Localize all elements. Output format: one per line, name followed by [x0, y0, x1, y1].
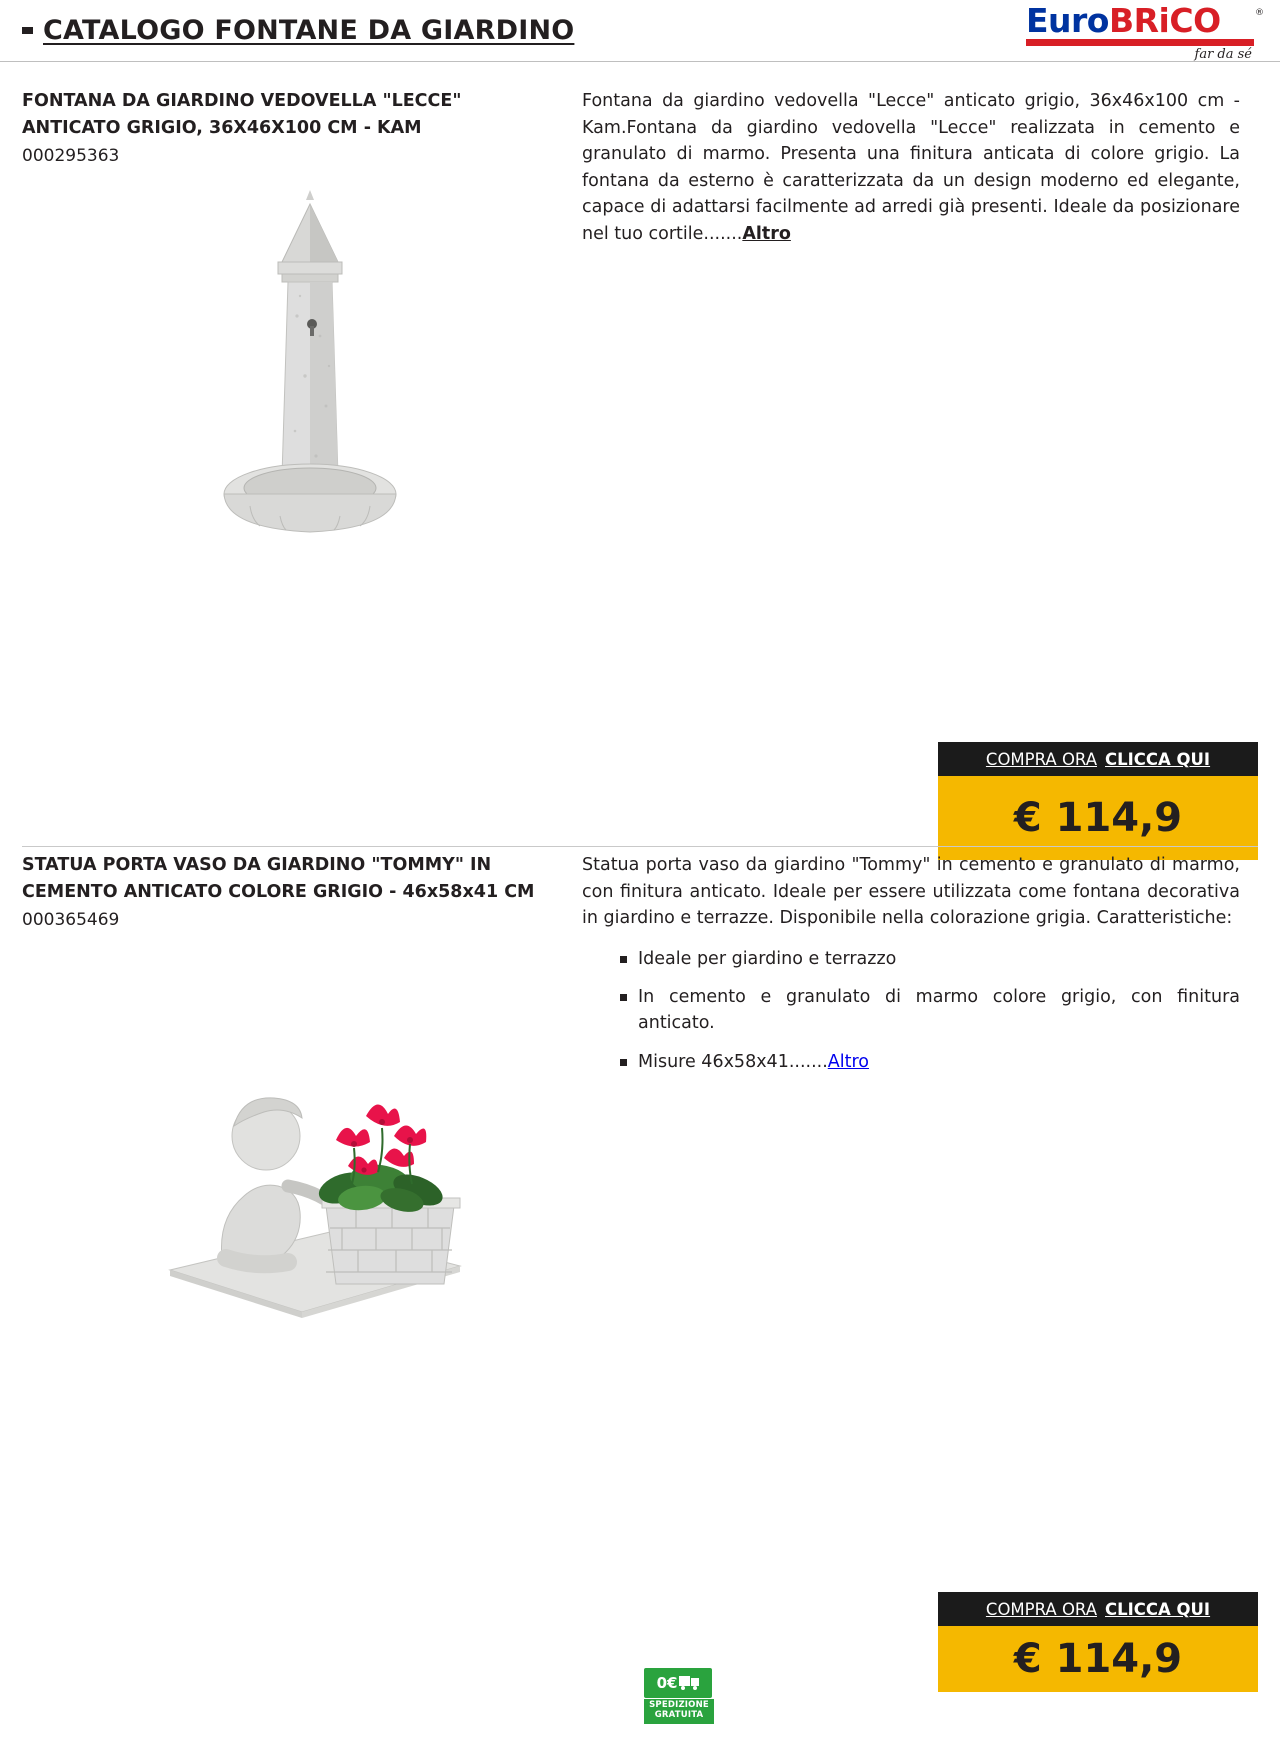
fountain-lecce-illustration — [130, 176, 490, 546]
product-title: STATUA PORTA VASO DA GIARDINO "TOMMY" IN CEMENTO ANTICATO COLORE GRIGIO - 46x58x41 CM — [22, 855, 535, 903]
eurobrico-logo — [1026, 1, 1264, 62]
product-code: 000365469 — [22, 910, 120, 931]
shipping-truck-icon — [644, 1668, 712, 1698]
price-box[interactable] — [938, 1592, 1258, 1692]
product-description — [582, 88, 1240, 248]
page-title: CATALOGO FONTANE DA GIARDINO — [43, 15, 575, 46]
bullet-icon — [22, 27, 33, 34]
product-description-text: Fontana da giardino vedovella "Lecce" anticato grigio, 36x46x100 cm - Kam.Fontana da giardino vedovella "Lecce" realizzata in cemento e granulato di marmo. Presenta una finitura anticata di colore grigio. La fontana da esterno è caratterizzata da un design moderno ed elegante, capace di adattarsi facilmente ad arredi già presenti. Ideale da posizionare nel tuo cortile....... — [582, 91, 1240, 244]
buy-now-prefix: COMPRA ORA — [985, 1599, 1098, 1619]
truck-icon — [679, 1676, 699, 1690]
product-left-column — [22, 852, 582, 1330]
shipping-text — [644, 1699, 714, 1724]
buy-now-banner[interactable] — [938, 742, 1258, 776]
shipping-amount: 0€ — [656, 1674, 678, 1692]
shipping-line-2: GRATUITA — [654, 1709, 704, 1720]
product-title: FONTANA DA GIARDINO VEDOVELLA "LECCE" ANTICATO GRIGIO, 36X46X100 CM - KAM — [22, 91, 462, 139]
click-here-label: CLICCA QUI — [1105, 749, 1211, 769]
product-card — [0, 62, 1280, 841]
product-image — [130, 940, 490, 1330]
product-card — [0, 822, 1280, 1330]
product-image — [130, 176, 490, 546]
logo-text-brico: BRiCO — [1108, 1, 1221, 40]
buy-now-prefix: COMPRA ORA — [985, 749, 1098, 769]
logo-slogan: far da sé — [1194, 47, 1252, 62]
list-item — [638, 1049, 1240, 1075]
product-right-column — [582, 88, 1240, 822]
list-item: In cemento e granulato di marmo colore grigio, con finitura anticato. — [638, 984, 1240, 1037]
price-value: € 114,9 — [938, 776, 1258, 860]
list-item-text: Misure 46x58x41....... — [638, 1051, 828, 1072]
click-here-label: CLICCA QUI — [1105, 1599, 1211, 1619]
product-left-column — [22, 88, 582, 822]
header-left — [22, 15, 574, 46]
logo-registered-mark: ® — [1255, 8, 1264, 18]
free-shipping-badge — [644, 1668, 714, 1724]
product-code: 000295363 — [22, 146, 120, 167]
product-right-column — [582, 852, 1240, 1330]
logo-underline — [1026, 39, 1254, 46]
read-more-link[interactable]: Altro — [827, 1051, 869, 1072]
product-description: Statua porta vaso da giardino "Tommy" in cemento e granulato di marmo, con finitura anticato. Ideale per essere utilizzata come fontana decorativa in giardino e terrazze. Disponibile nella colorazione grigia. Caratteristiche: — [582, 855, 1240, 929]
list-item: Ideale per giardino e terrazzo — [638, 946, 1240, 972]
buy-now-banner[interactable] — [938, 1592, 1258, 1626]
page-header — [0, 0, 1280, 62]
shipping-line-1: SPEDIZIONE — [649, 1700, 709, 1710]
product-feature-list — [582, 946, 1240, 1075]
read-more-link[interactable]: Altro — [742, 223, 791, 244]
price-value: € 114,9 — [938, 1626, 1258, 1692]
statue-tommy-illustration — [130, 940, 490, 1330]
logo-text-euro: Euro — [1026, 1, 1109, 40]
